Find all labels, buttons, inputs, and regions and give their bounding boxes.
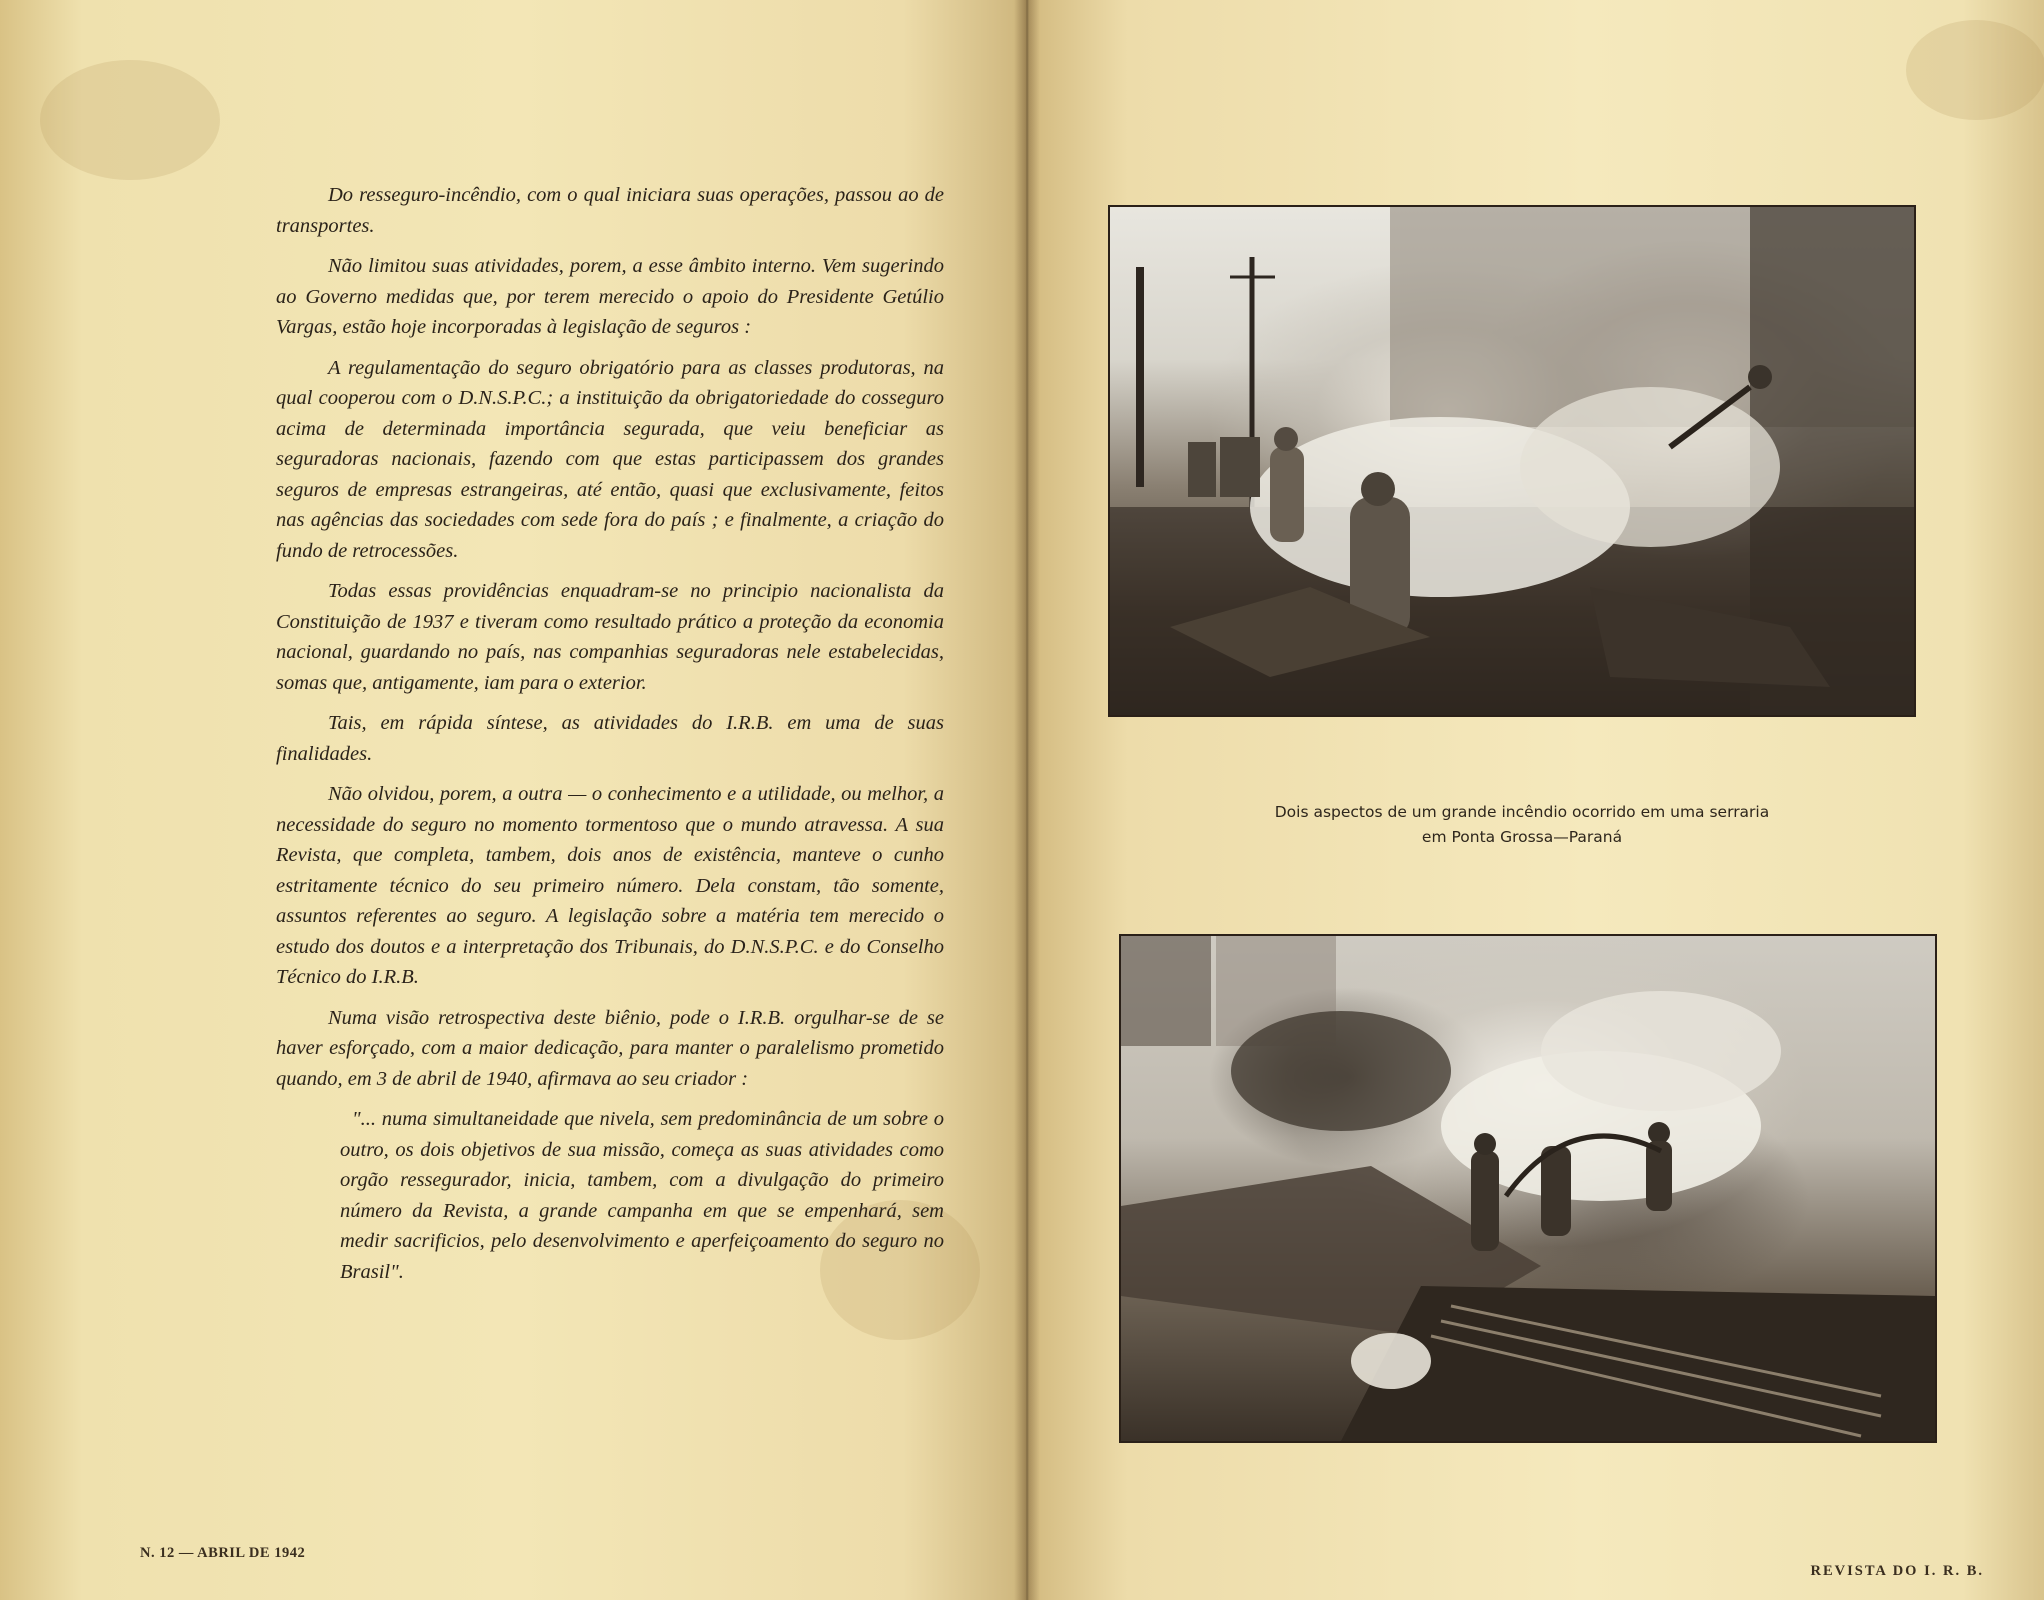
issue-footer: N. 12 — ABRIL DE 1942 <box>140 1545 306 1561</box>
paragraph: Numa visão retrospectiva deste biênio, pode o I.R.B. orgulhar-se de se haver esforçado, com a maior dedicação, para manter o paralelismo prometido quando, em 3 de abril de 1940, afirmava ao seu criador : <box>276 1006 944 1090</box>
article-body <box>276 180 944 1297</box>
paragraph: Todas essas providências enquadram-se no principio nacionalista da Constituição de 1937 e tiveram como resultado prático a proteção da economia nacional, guardando no país, nas companhias seguradoras nele estabelecidas, somas que, antigamente, iam para o exterior. <box>276 580 944 694</box>
photo-caption <box>1212 800 1832 850</box>
fire-photo-2 <box>1119 934 1937 1443</box>
caption-line: em Ponta Grossa—Paraná <box>1421 828 1623 846</box>
paragraph: Não limitou suas atividades, porem, a esse âmbito interno. Vem sugerindo ao Governo medidas que, por terem merecido o apoio do Presidente Getúlio Vargas, estão hoje incorporadas à legislação de seguros : <box>276 255 944 338</box>
fire-photo-2-illustration <box>1121 936 1935 1441</box>
paragraph: A regulamentação do seguro obrigatório para as classes produtoras, na qual cooperou com o D.N.S.P.C.; a instituição da obrigatoriedade do cosseguro acima de determinada importância segurada, que veiu beneficiar as seguradoras nacionais, fazendo com que estas participassem dos grandes seguros de empresas estrangeiras, até então, quasi que exclusivamente, feitos nas agências das sociedades com sede fora do país ; e finalmente, a criação do fundo de retrocessões. <box>276 356 944 562</box>
block-quote: "... numa simultaneidade que nivela, sem predominância de um sobre o outro, os dois objetivos de sua missão, começa as suas atividades como orgão ressegurador, inicia, tambem, com a divulgação do primeiro número da Revista, a grande campanha em que se empenhará, sem medir sacrificios, pelo desenvolvimento e aperfeiçoamento do seguro no Brasil". <box>340 1108 944 1283</box>
paper-stain <box>1906 20 2044 120</box>
caption-line: Dois aspectos de um grande incêndio ocorrido em uma serraria <box>1274 803 1770 821</box>
paragraph: Tais, em rápida síntese, as atividades do I.R.B. em uma de suas finalidades. <box>276 712 944 765</box>
paragraph: Do resseguro-incêndio, com o qual iniciara suas operações, passou ao de transportes. <box>276 184 944 237</box>
paper-stain <box>40 60 220 180</box>
fire-photo-1-illustration <box>1110 207 1914 715</box>
book-gutter <box>1014 0 1040 1600</box>
fire-photo-1 <box>1108 205 1916 717</box>
magazine-footer: REVISTA DO I. R. B. <box>1810 1563 1984 1579</box>
paragraph: Não olvidou, porem, a outra — o conhecimento e a utilidade, ou melhor, a necessidade do seguro no momento tormentoso que o mundo atravessa. A sua Revista, que completa, tambem, dois anos de existência, manteve o cunho estritamente técnico do seu primeiro número. Dela constam, tão somente, assuntos referentes ao seguro. A legislação sobre a matéria tem merecido o estudo dos doutos e a interpretação dos Tribunais, do D.N.S.P.C. e do Conselho Técnico do I.R.B. <box>276 783 944 988</box>
